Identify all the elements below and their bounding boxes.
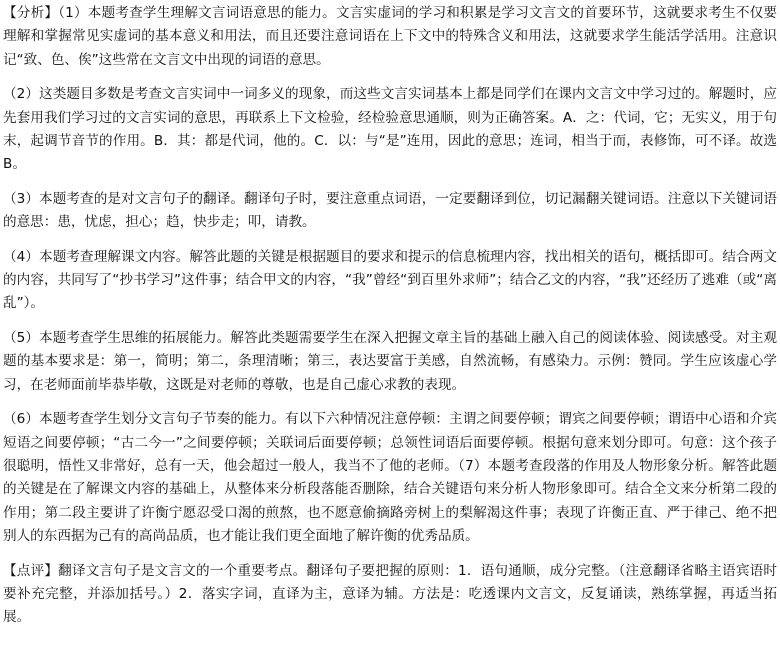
explanation-document xyxy=(3,2,777,630)
analysis-paragraph-2: （2）这类题目多数是考查文言实词中一词多义的现象，而这些文言实词基本上都是同学们在课内文言文中学习过的。解题时，应先套用我们学习过的文言实词的意思，再联系上下文检验，经检验意思通顺，则为正确答案。A．之：代词，它；无实义，用于句末，起调节音节的作用。B．其：都是代词，他的。C．以：与“是”连用，因此的意思；连词，相当于而，表修饰，可不译。故选B。 xyxy=(3,86,777,173)
comment-tag: 【点评】 xyxy=(3,562,59,579)
analysis-paragraph-5: （5）本题考查学生思维的拓展能力。解答此类题需要学生在深入把握文章主旨的基础上融入自己的阅读体验、阅读感受。对主观题的基本要求是：第一，简明；第二，条理清晰；第三，表达要富于美感，自然流畅，有感染力。示例：赞同。学生应该虚心学习，在老师面前毕恭毕敬，这既是对老师的尊敬，也是自己虚心求教的表现。 xyxy=(3,329,777,393)
comment-paragraph xyxy=(3,560,777,630)
analysis-paragraph-4: （4）本题考查理解课文内容。解答此题的关键是根据题目的要求和提示的信息梳理内容，找出相关的语句，概括即可。结合两文的内容，共同写了“抄书学习”这件事；结合甲文的内容，“我”曾经“到百里外求师”；结合乙文的内容，“我”还经历了逃难（或“离乱”）。 xyxy=(3,248,777,312)
analysis-tag: 【分析】 xyxy=(3,5,59,21)
analysis-text-1: （1）本题考查学生理解文言词语意思的能力。文言实虚词的学习和积累是学习文言文的首要环节，这就要求考生不仅要理解和掌握常见实虚词的基本意义和用法，而且还要注意词语在上下文中的特殊含义和用法，这就要求学生能活学活用。注意识记“致、色、俟”这些常在文言文中出现的词语的意思。 xyxy=(3,5,777,68)
analysis-paragraph-1 xyxy=(3,2,777,72)
comment-text: 翻译文言句子是文言文的一个重要考点。翻译句子要把握的原则：1．语句通顺，成分完整。（注意翻译省略主语宾语时要补充完整，并添加括号。）2．落实字词，直译为主，意译为辅。方法是：吃透课内文言文，反复诵读，熟练掌握，再适当拓展。 xyxy=(3,562,777,626)
analysis-paragraph-3: （3）本题考查的是对文言句子的翻译。翻译句子时，要注意重点词语，一定要翻译到位，切记漏翻关键词语。注意以下关键词语的意思：患，忧虑，担心；趋，快步走；叩，请教。 xyxy=(3,190,777,231)
analysis-paragraph-6: （6）本题考查学生划分文言句子节奏的能力。有以下六种情况注意停顿：主谓之间要停顿；谓宾之间要停顿；谓语中心语和介宾短语之间要停顿；“古二今一”之间要停顿；关联词后面要停顿；总领性词语后面要停顿。根据句意来划分即可。句意：这个孩子很聪明，悟性又非常好，总有一天，他会超过一般人，我当不了他的老师。（7）本题考查段落的作用及人物形象分析。解答此题的关键是在了解课文内容的基础上，从整体来分析段落能否删除，结合关键语句来分析人物形象即可。结合全文来分析第二段的作用；第二段主要讲了许衡宁愿忍受口渴的煎熬，也不愿意偷摘路旁树上的梨解渴这件事；表现了许衡正直、严于律己、绝不把别人的东西据为己有的高尚品质，也才能让我们更全面地了解许衡的优秀品质。 xyxy=(3,411,777,545)
